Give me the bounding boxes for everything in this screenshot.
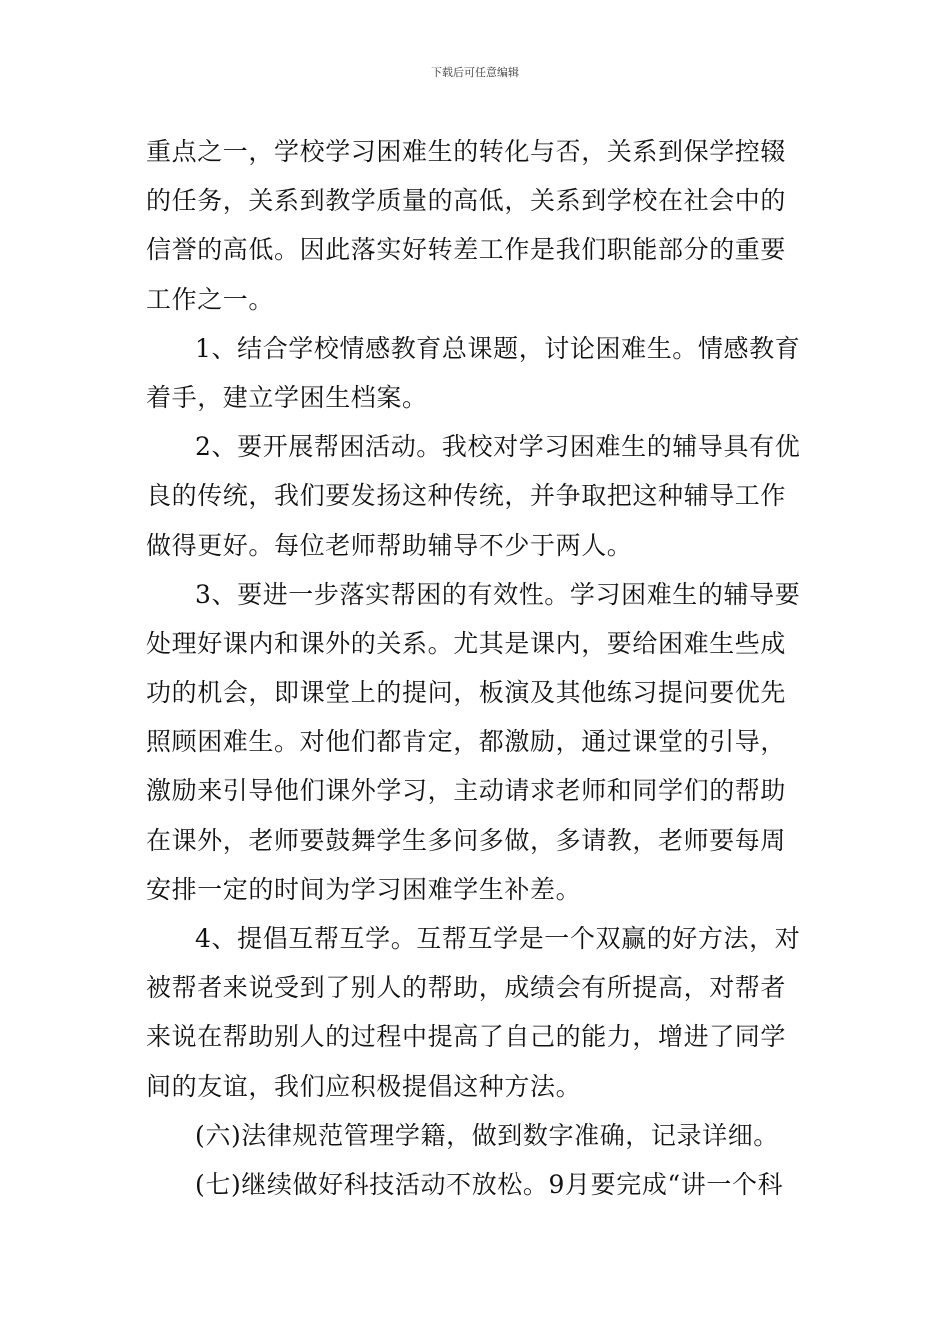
text-line: 被帮者来说受到了别人的帮助，成绩会有所提高，对帮者 [146,973,787,1003]
paragraph-start-line: (七)继续做好科技活动不放松。9月要完成“讲一个科 [195,1169,784,1199]
text-line: 安排一定的时间为学习困难学生补差。 [146,874,582,904]
text-line: 重点之一，学校学习困难生的转化与否，关系到保学控辍 [146,137,787,166]
text-line: 激励来引导他们课外学习，主动请求老师和同学们的帮助 [146,776,787,806]
paragraph-start-line: 2、要开展帮困活动。我校对学习困难生的辅导具有优 [195,432,801,462]
text-line: 照顾困难生。对他们都肯定，都激励，通过课堂的引导， [146,727,787,757]
text-line: 工作之一。 [146,284,275,314]
text-line: 良的传统，我们要发扬这种传统，并争取把这种辅导工作 [146,481,787,511]
document-body [146,127,806,1209]
text-line: 来说在帮助别人的过程中提高了自己的能力，增进了同学 [146,1022,787,1052]
text-line: 间的友谊，我们应积极提倡这种方法。 [146,1071,582,1101]
paragraph-start-line: 1、结合学校情感教育总课题，讨论困难生。情感教育 [195,333,801,363]
text-line: 做得更好。每位老师帮助辅导不少于两人。 [146,530,633,560]
text-line: 处理好课内和课外的关系。尤其是课内，要给困难生些成 [146,628,787,658]
page-header: 下载后可任意编辑 [431,66,519,79]
paragraph-start-line: 3、要进一步落实帮困的有效性。学习困难生的辅导要 [195,579,801,609]
paragraph-start-line: 4、提倡互帮互学。互帮互学是一个双赢的好方法，对 [195,924,801,953]
paragraph-start-line: (六)法律规范管理学籍，做到数字准确，记录详细。 [195,1120,779,1150]
text-line: 的任务，关系到教学质量的高低，关系到学校在社会中的 [146,186,787,216]
text-line: 着手，建立学困生档案。 [146,382,428,412]
text-line: 信誉的高低。因此落实好转差工作是我们职能部分的重要 [146,235,787,265]
text-line: 功的机会，即课堂上的提问，板演及其他练习提问要优先 [146,678,787,708]
text-line: 在课外，老师要鼓舞学生多问多做，多请教，老师要每周 [146,825,787,855]
